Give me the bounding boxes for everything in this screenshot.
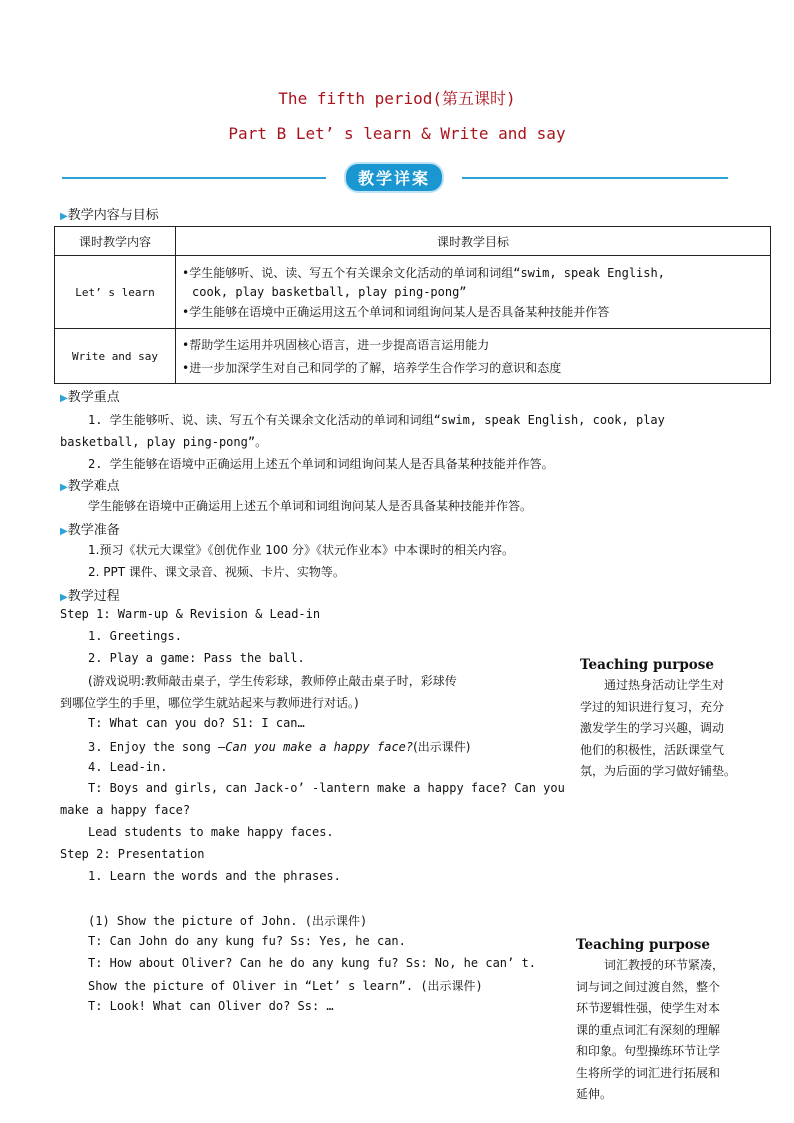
process-line: make a happy face? (60, 803, 191, 817)
key-point-1: 1. 学生能够听、说、读、写五个有关课余文化活动的单词和词组“swim, speak English, cook, play (88, 413, 665, 427)
process-line: 4. Lead-in. (88, 760, 168, 774)
note-heading: Teaching purpose (580, 657, 714, 673)
period-title: The fifth period(第五课时) (278, 89, 516, 108)
process-line: 2. Play a game: Pass the ball. (88, 651, 305, 665)
objectives-heading: ▶教学内容与目标 (60, 208, 159, 223)
table-row (55, 329, 771, 384)
process-line: 到哪位学生的手里，哪位学生就站起来与教师进行对话。) (60, 696, 359, 710)
row-goals: •帮助学生运用并巩固核心语言，进一步提高语言运用能力 •进一步加深学生对自己和同学的了解，培养学生合作学习的意识和态度 (176, 329, 771, 384)
process-line: Lead students to make happy faces. (88, 825, 334, 839)
bullet-icon: • (182, 338, 190, 352)
process-line: T: Look! What can Oliver do? Ss: … (88, 999, 334, 1013)
bullet-icon: • (182, 266, 190, 280)
table-header-row (55, 227, 771, 256)
difficulty-1: 学生能够在语境中正确运用上述五个单词和词组询问某人是否具备某种技能并作答。 (88, 499, 533, 513)
process-line: T: Boys and girls, can Jack-o’ -lantern make a happy face? Can you (88, 781, 565, 795)
table-header-goals: 课时教学目标 (176, 227, 771, 256)
bullet-icon: • (182, 361, 190, 375)
triangle-icon: ▶ (60, 393, 68, 404)
process-line: 3. Enjoy the song —Can you make a happy face?(出示课件) (88, 740, 471, 754)
process-heading: ▶教学过程 (60, 589, 120, 604)
step-1-title: Step 1: Warm-up & Revision & Lead-in (60, 607, 321, 621)
key-points-heading: ▶教学重点 (60, 390, 120, 405)
triangle-icon: ▶ (60, 482, 68, 493)
teaching-purpose-note (576, 937, 752, 1106)
process-line: 1. Learn the words and the phrases. (88, 869, 341, 883)
triangle-icon: ▶ (60, 526, 68, 537)
note-body: 词汇教授的环节紧凑， 词与词之间过渡自然，整个 环节逻辑性强，使学生对本 课的重点词汇有深刻的理解 和印象。句型操练环节让学 生将所学的词汇进行拓展和 延伸。 (576, 958, 725, 1101)
triangle-icon: ▶ (60, 211, 68, 222)
objectives-table (54, 226, 771, 384)
triangle-icon: ▶ (60, 592, 68, 603)
process-line: T: How about Oliver? Can he do any kung fu? Ss: No, he can’ t. (88, 956, 536, 970)
process-line: T: Can John do any kung fu? Ss: Yes, he can. (88, 934, 406, 948)
table-header-content: 课时教学内容 (55, 227, 176, 256)
process-line: Show the picture of Oliver in “Let’ s learn”. (出示课件) (88, 979, 483, 993)
preparation-heading: ▶教学准备 (60, 523, 120, 538)
banner-label: 教学详案 (346, 164, 442, 191)
table-row (55, 256, 771, 329)
process-line: 1. Greetings. (88, 629, 182, 643)
preparation-2: 2. PPT 课件、课文录音、视频、卡片、实物等。 (88, 565, 345, 579)
key-point-1-cont: basketball, play ping-pong”。 (60, 435, 268, 449)
difficulties-heading: ▶教学难点 (60, 479, 120, 494)
process-line: T: What can you do? S1: I can… (88, 716, 305, 730)
bullet-icon: • (182, 305, 190, 319)
note-body: 通过热身活动让学生对 学过的知识进行复习，充分 激发学生的学习兴趣，调动 他们的积极性，活跃课堂气 氛，为后面的学习做好铺垫。 (580, 678, 737, 778)
banner (326, 163, 462, 191)
song-title: Can you make a happy face? (225, 740, 414, 754)
row-name: Write and say (55, 329, 176, 384)
row-goals: •学生能够听、说、读、写五个有关课余文化活动的单词和词组“swim, speak English, cook, play basketball, play ping-pong” •学生能够在语境中正确运用这五个单词和词组询问某人是否具备某种技能并作答 (176, 256, 771, 329)
teaching-purpose-note (580, 657, 752, 783)
step-2-title: Step 2: Presentation (60, 847, 205, 861)
process-line: (1) Show the picture of John. (出示课件) (88, 914, 368, 928)
preparation-1: 1.预习《状元大课堂》《创优作业 100 分》《状元作业本》中本课时的相关内容。 (88, 543, 514, 557)
part-subtitle: Part B Let’ s learn & Write and say (228, 124, 566, 143)
row-name: Let’ s learn (55, 256, 176, 329)
key-point-2: 2. 学生能够在语境中正确运用上述五个单词和词组询问某人是否具备某种技能并作答。 (88, 457, 554, 471)
process-line: (游戏说明:教师敲击桌子，学生传彩球，教师停止敲击桌子时，彩球传 (88, 674, 457, 688)
note-heading: Teaching purpose (576, 937, 710, 953)
